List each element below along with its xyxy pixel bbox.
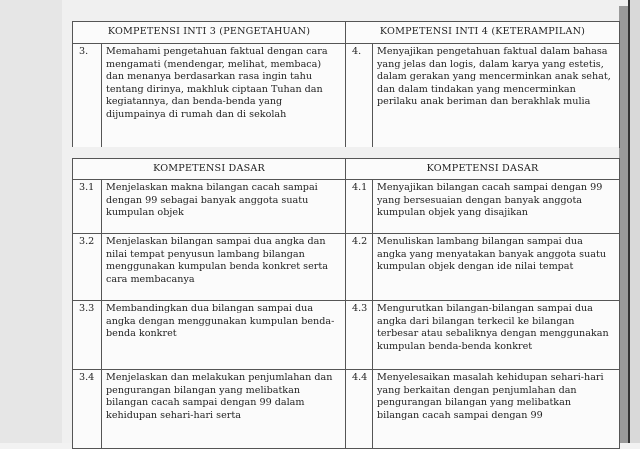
kd-left-text: Membandingkan dua bilangan sampai dua angka dengan menggunakan kumpulan benda-benda konkret — [102, 301, 346, 370]
kd-left-number: 3.2 — [73, 234, 102, 301]
kd-right-number: 4.2 — [346, 234, 373, 301]
kd-right-number: 4.4 — [346, 370, 373, 449]
kd-right-text: Mengurutkan bilangan-bilangan sampai dua angka dari bilangan terkecil ke bilangan terbesar atau sebaliknya dengan menggunakan kumpulan benda-benda konkret — [373, 301, 620, 370]
ki3-number: 3. — [73, 44, 102, 148]
kompetensi-dasar-header-row — [73, 159, 620, 180]
ki4-header: KOMPETENSI INTI 4 (KETERAMPILAN) — [346, 22, 620, 44]
kd-right-text: Menyelesaikan masalah kehidupan sehari-hari yang berkaitan dengan penjumlahan dan pengurangan bilangan yang melibatkan bilangan cacah sampai dengan 99 — [373, 370, 620, 449]
table-gap — [72, 147, 619, 158]
kd-left-text: Menjelaskan dan melakukan penjumlahan dan pengurangan bilangan yang melibatkan bilangan cacah sampai dengan 99 dalam kehidupan sehari-hari serta — [102, 370, 346, 449]
kd-right-header: KOMPETENSI DASAR — [346, 159, 620, 180]
kd-left-header: KOMPETENSI DASAR — [73, 159, 346, 180]
ki4-text: Menyajikan pengetahuan faktual dalam bahasa yang jelas dan logis, dalam karya yang estetis, dalam gerakan yang mencerminkan anak sehat, dan dalam tindakan yang mencerminkan perilaku anak beriman dan berakhlak mulia — [373, 44, 620, 148]
kd-right-number: 4.3 — [346, 301, 373, 370]
kompetensi-dasar-table — [72, 158, 620, 449]
kd-left-text: Menjelaskan makna bilangan cacah sampai dengan 99 sebagai banyak anggota suatu kumpulan objek — [102, 180, 346, 234]
ki3-text: Memahami pengetahuan faktual dengan cara mengamati (mendengar, melihat, membaca) dan menanya berdasarkan rasa ingin tahu tentang dirinya, makhluk ciptaan Tuhan dan kegiatannya, dan benda-benda yang dijumpainya di rumah dan di sekolah — [102, 44, 346, 148]
ki3-header: KOMPETENSI INTI 3 (PENGETAHUAN) — [73, 22, 346, 44]
ki4-number: 4. — [346, 44, 373, 148]
right-border-line — [628, 0, 630, 443]
kd-left-number: 3.3 — [73, 301, 102, 370]
kd-right-text: Menyajikan bilangan cacah sampai dengan 99 yang bersesuaian dengan banyak anggota kumpulan objek yang disajikan — [373, 180, 620, 234]
page-shadow — [619, 6, 628, 443]
kd-right-text: Menuliskan lambang bilangan sampai dua angka yang menyatakan banyak anggota suatu kumpulan objek dengan ide nilai tempat — [373, 234, 620, 301]
table-row — [73, 301, 620, 370]
kompetensi-inti-row — [73, 44, 620, 148]
table-row — [73, 370, 620, 449]
kd-right-number: 4.1 — [346, 180, 373, 234]
kompetensi-inti-header-row — [73, 22, 620, 44]
kd-left-number: 3.1 — [73, 180, 102, 234]
kompetensi-inti-table — [72, 21, 620, 148]
kd-left-number: 3.4 — [73, 370, 102, 449]
table-row — [73, 234, 620, 301]
kd-left-text: Menjelaskan bilangan sampai dua angka dan nilai tempat penyusun lambang bilangan menggunakan kumpulan benda konkret serta cara membacanya — [102, 234, 346, 301]
table-row — [73, 180, 620, 234]
